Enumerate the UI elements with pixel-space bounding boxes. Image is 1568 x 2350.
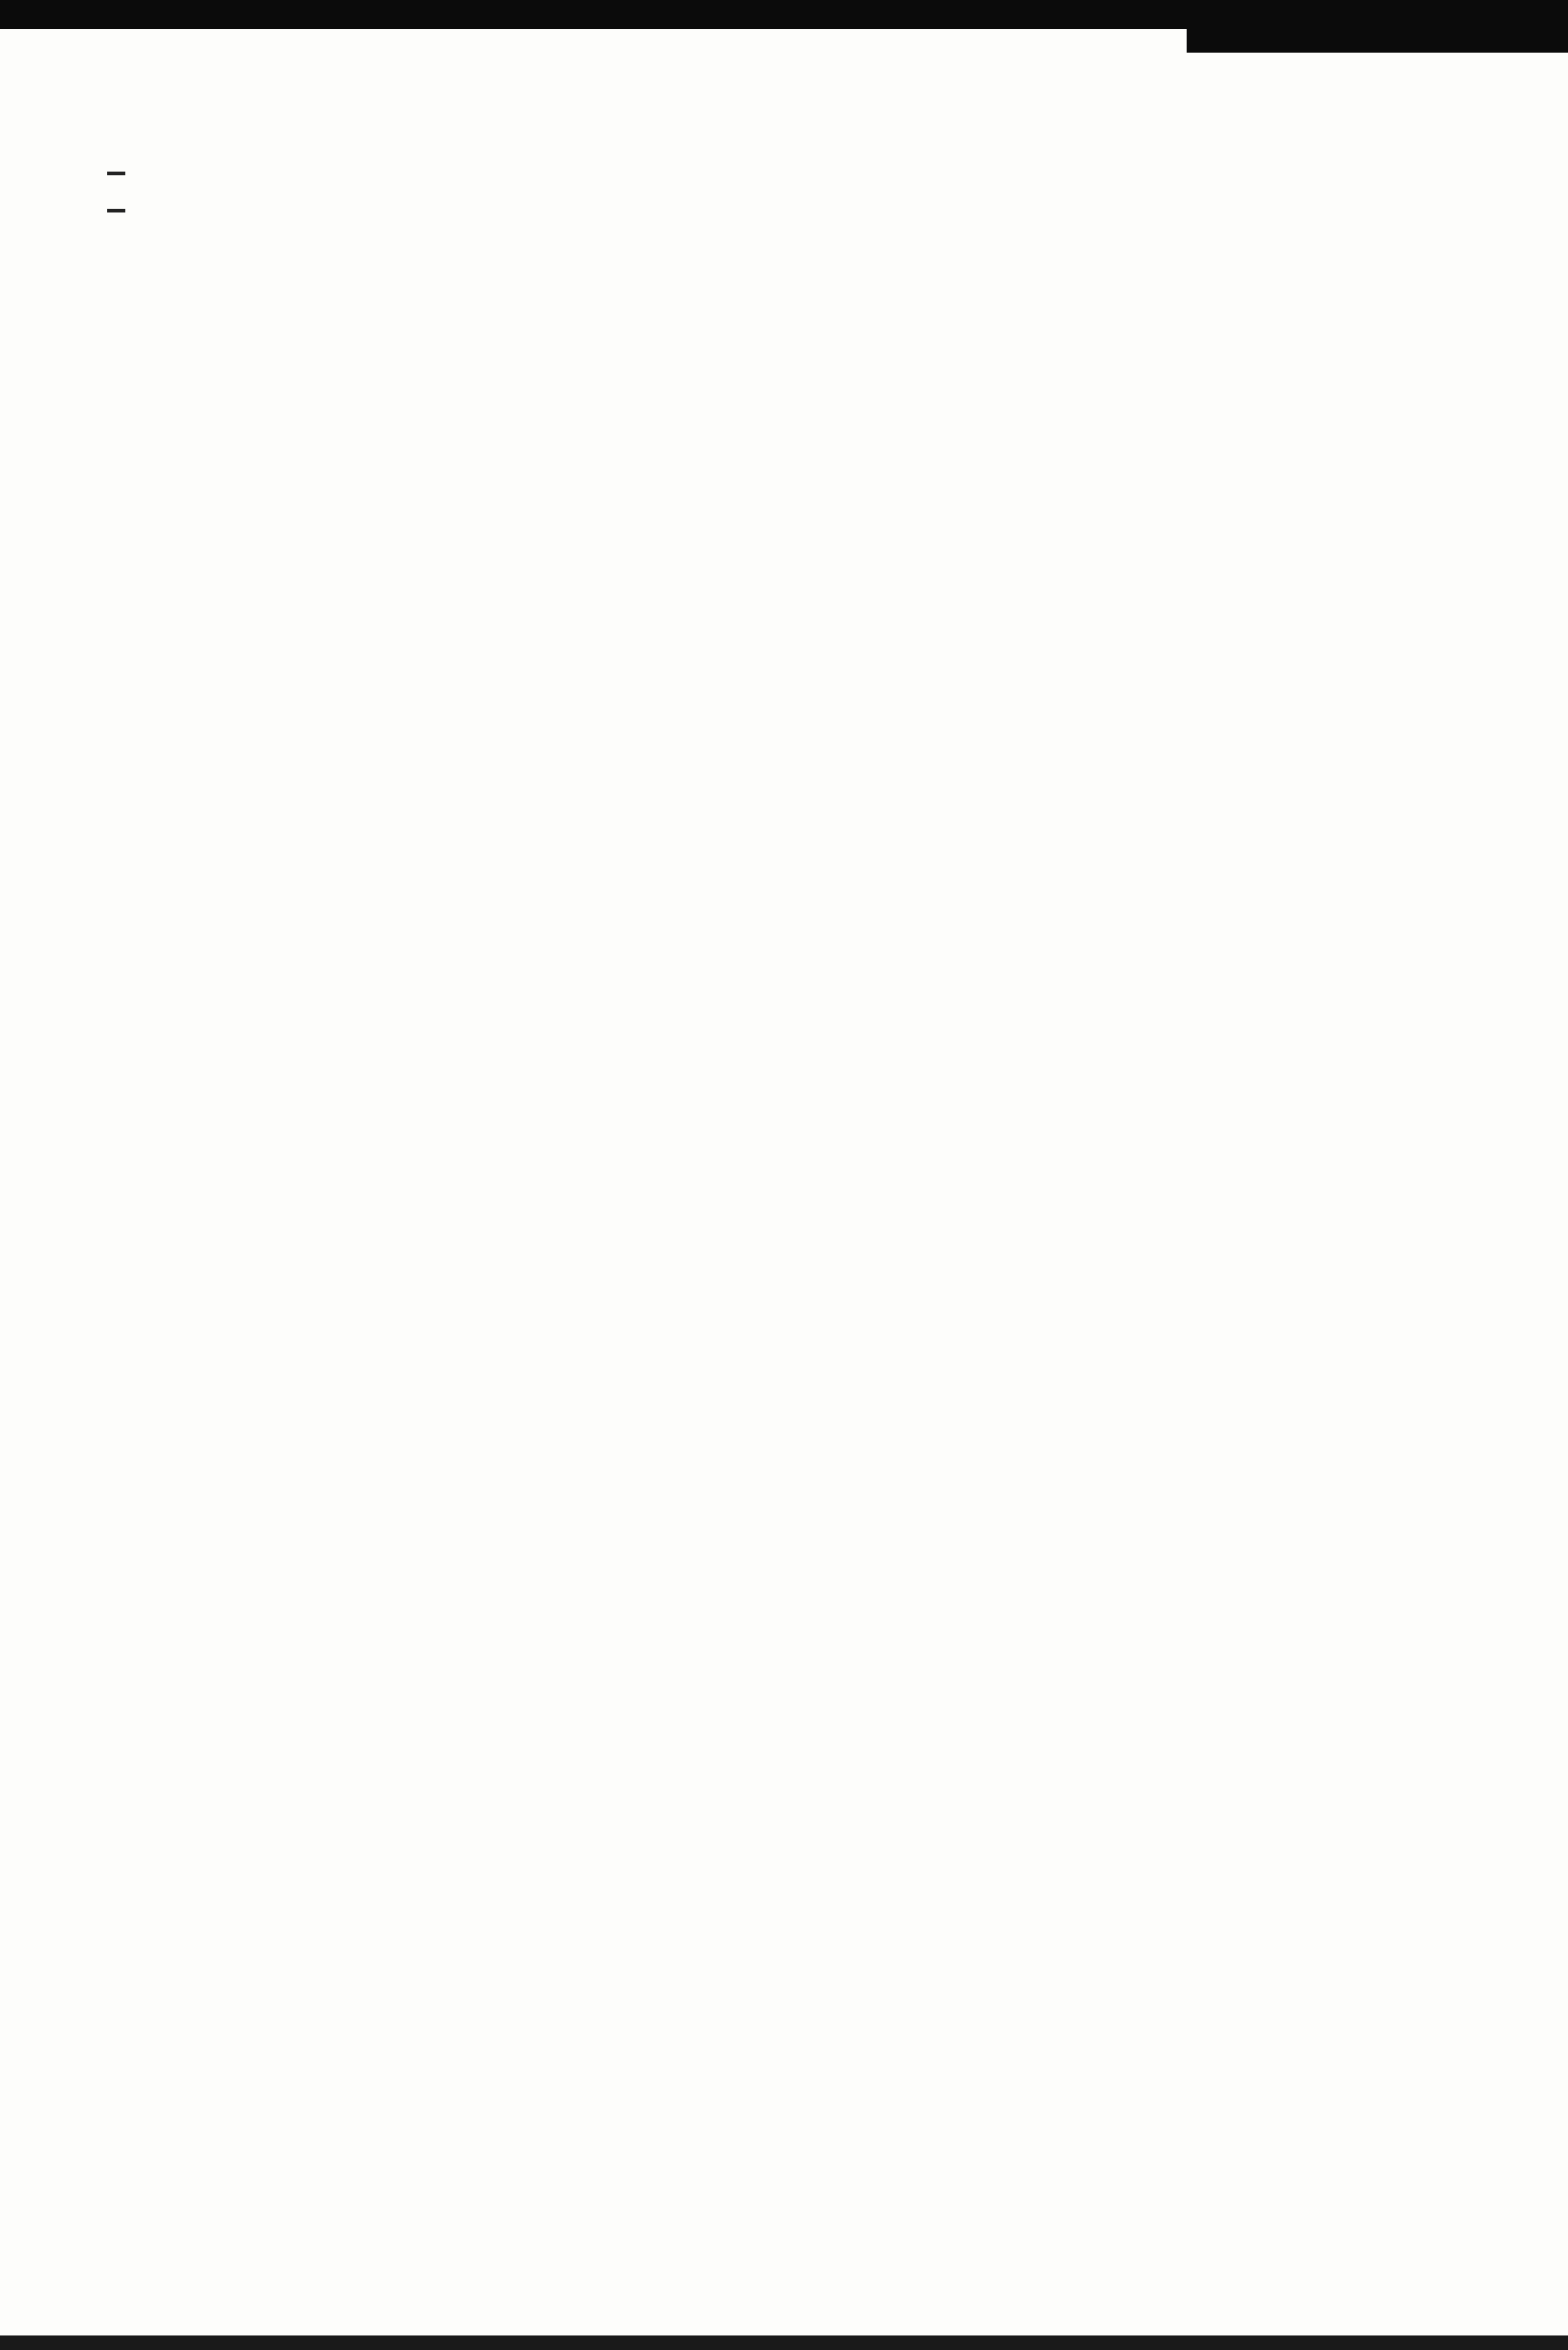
listening-material-label [107,172,125,175]
review-title [102,127,1500,165]
page-footer [0,2259,1568,2301]
listening-label-row [102,165,1500,202]
page-content [102,127,1500,241]
scan-bottom-edge [0,2335,1568,2350]
answers-label-row [102,202,1500,240]
scan-top-edge [0,0,1568,29]
reference-answers-label [107,209,125,212]
